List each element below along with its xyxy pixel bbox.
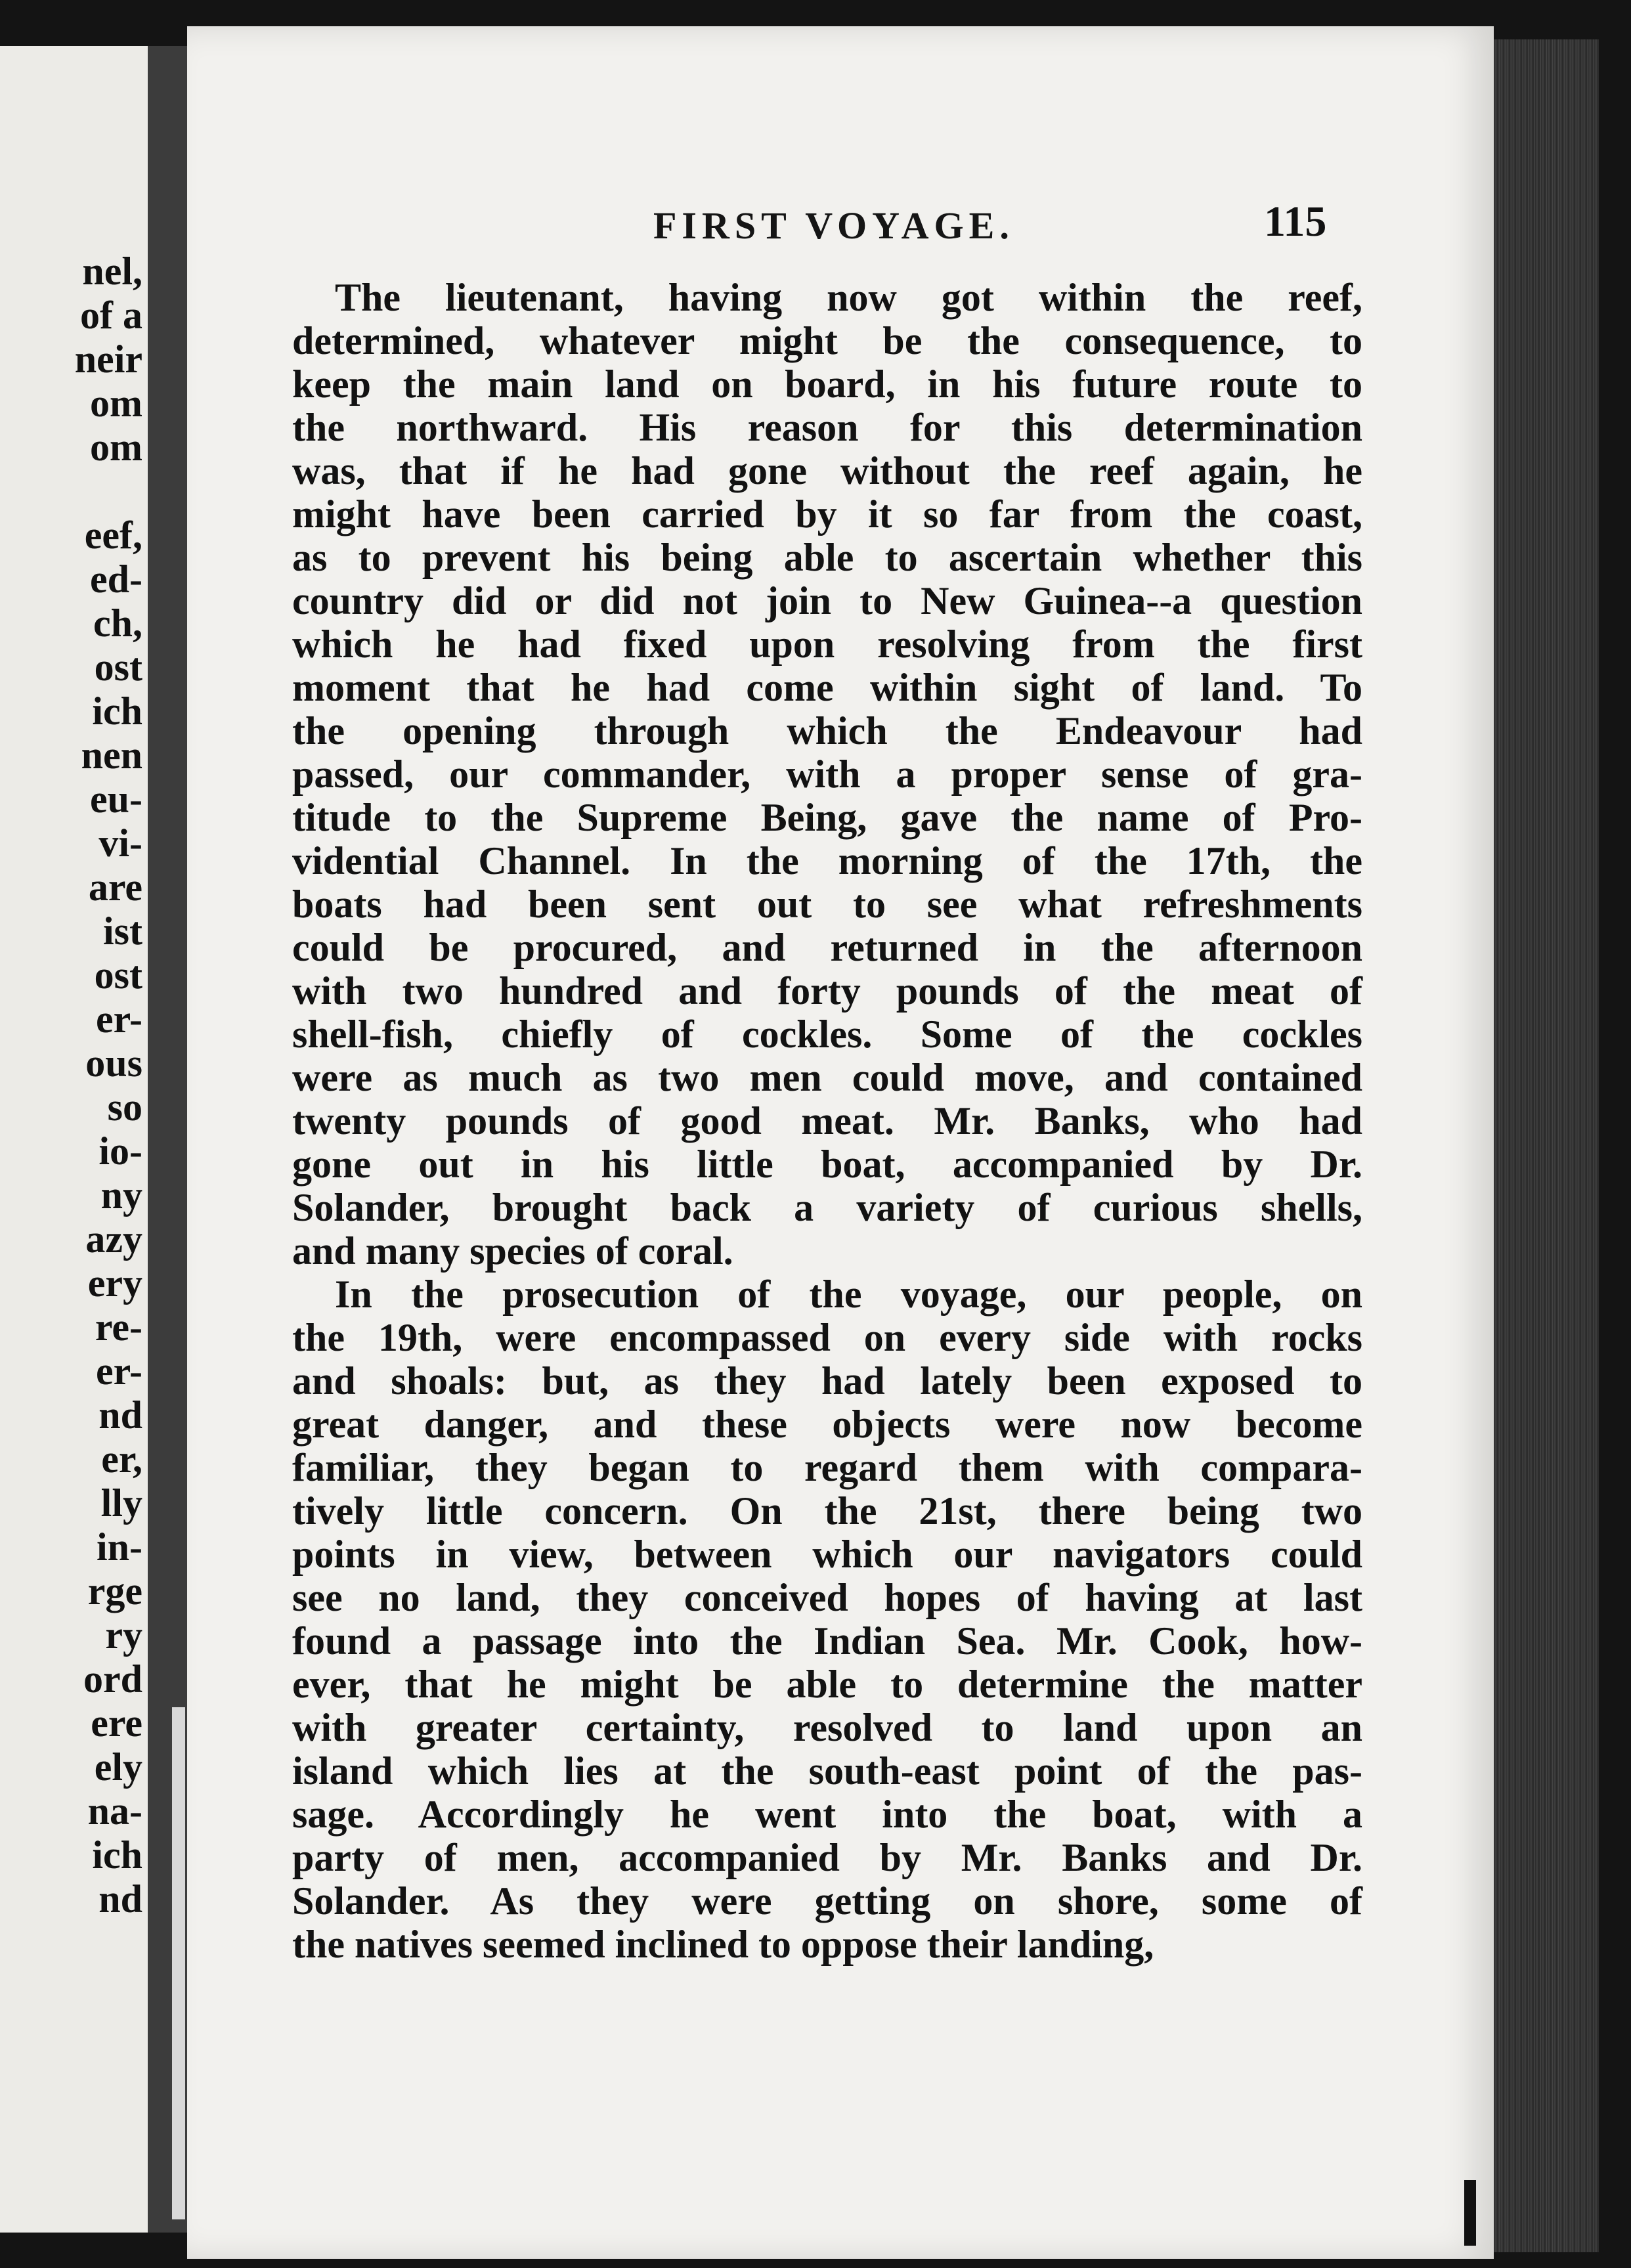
left-page-text-fragments — [0, 250, 148, 1921]
text-line: Solander. As they were getting on shore, some of — [292, 1879, 1362, 1923]
left-page-line — [0, 469, 148, 513]
text-line: vidential Channel. In the morning of the 17th, the — [292, 839, 1362, 883]
left-page-line: nd — [98, 1877, 142, 1921]
text-line: Solander, brought back a variety of curious shells, — [292, 1186, 1362, 1229]
text-line: the natives seemed inclined to oppose their landing, — [292, 1923, 1154, 1966]
left-page-line: io- — [98, 1129, 142, 1173]
text-line: twenty pounds of good meat. Mr. Banks, who had — [292, 1099, 1362, 1143]
page-header — [187, 197, 1494, 256]
left-page-line: are — [88, 865, 142, 909]
text-line: familiar, they began to regard them with compara- — [292, 1446, 1362, 1489]
text-line: country did or did not join to New Guinea--a question — [292, 579, 1362, 622]
text-line: was, that if he had gone without the reef again, he — [292, 449, 1362, 492]
left-page-line: in- — [96, 1525, 142, 1569]
text-line: determined, whatever might be the consequence, to — [292, 319, 1362, 362]
text-line: the opening through which the Endeavour had — [292, 709, 1362, 752]
running-head: FIRST VOYAGE. — [653, 204, 1014, 247]
text-line: sage. Accordingly he went into the boat, with a — [292, 1793, 1362, 1836]
text-line: could be procured, and returned in the afternoon — [292, 926, 1362, 969]
text-line: shell-fish, chiefly of cockles. Some of the cockles — [292, 1013, 1362, 1056]
text-line: gone out in his little boat, accompanied by Dr. — [292, 1143, 1362, 1186]
text-line: In the prosecution of the voyage, our people, on — [335, 1273, 1362, 1316]
text-line: island which lies at the south-east point of the pas- — [292, 1749, 1362, 1793]
text-line: passed, our commander, with a proper sense of gra- — [292, 752, 1362, 796]
left-page-line: om — [90, 382, 142, 425]
text-line: party of men, accompanied by Mr. Banks and Dr. — [292, 1836, 1362, 1879]
left-page-line: eef, — [84, 513, 142, 557]
text-line: the northward. His reason for this determination — [292, 406, 1362, 449]
text-line: ever, that he might be able to determine the matter — [292, 1663, 1362, 1706]
left-page-line: nel, — [82, 250, 142, 293]
page-edges — [1494, 39, 1599, 2252]
left-page-line: ich — [92, 689, 142, 733]
body-text — [292, 276, 1362, 1966]
left-page-line: ery — [87, 1261, 142, 1305]
text-line: with two hundred and forty pounds of the meat of — [292, 969, 1362, 1013]
left-page-line: er- — [95, 1349, 142, 1393]
text-line: keep the main land on board, in his future route to — [292, 362, 1362, 406]
text-line: points in view, between which our navigators could — [292, 1533, 1362, 1576]
left-page-line: er, — [101, 1437, 142, 1481]
left-page-line: neir — [74, 338, 142, 381]
text-line: and many species of coral. — [292, 1229, 733, 1273]
left-page-line: ere — [91, 1701, 142, 1745]
left-page-line: ich — [92, 1833, 142, 1877]
text-line: as to prevent his being able to ascertain whether this — [292, 536, 1362, 579]
left-page-fragment — [0, 46, 148, 2233]
left-page-line: na- — [87, 1789, 142, 1833]
left-page-line: ry — [105, 1613, 142, 1657]
gutter-paper-strip — [172, 1707, 185, 2219]
left-page-line: nd — [98, 1393, 142, 1437]
left-page-line: of a — [80, 294, 142, 337]
text-line: and shoals: but, as they had lately been exposed to — [292, 1359, 1362, 1403]
text-line: tively little concern. On the 21st, there being two — [292, 1489, 1362, 1533]
left-page-line: azy — [85, 1217, 142, 1261]
left-page-line: ost — [94, 645, 142, 689]
left-page-line: ely — [94, 1745, 142, 1789]
left-page-line: ch, — [93, 601, 142, 645]
left-page-line: ny — [100, 1173, 142, 1217]
left-page-line: ed- — [90, 557, 142, 601]
text-line: boats had been sent out to see what refreshments — [292, 883, 1362, 926]
text-line: moment that he had come within sight of land. To — [292, 666, 1362, 709]
left-page-line: so — [107, 1085, 142, 1129]
left-page-line: ist — [103, 909, 142, 953]
left-page-line: vi- — [98, 821, 142, 865]
text-line: great danger, and these objects were now become — [292, 1403, 1362, 1446]
text-line: The lieutenant, having now got within the reef, — [335, 276, 1362, 319]
text-line: were as much as two men could move, and contained — [292, 1056, 1362, 1099]
page-number: 115 — [1264, 198, 1327, 246]
text-line: see no land, they conceived hopes of having at last — [292, 1576, 1362, 1619]
text-line: with greater certainty, resolved to land upon an — [292, 1706, 1362, 1749]
left-page-line: ord — [83, 1657, 142, 1701]
left-page-line: rge — [87, 1569, 142, 1613]
left-page-line: nen — [81, 733, 142, 777]
page-corner-shadow — [1464, 2180, 1476, 2246]
left-page-line: eu- — [90, 777, 142, 821]
text-line: titude to the Supreme Being, gave the name of Pro- — [292, 796, 1362, 839]
text-line: found a passage into the Indian Sea. Mr. Cook, how- — [292, 1619, 1362, 1663]
left-page-line: ous — [85, 1041, 142, 1085]
left-page-line: om — [90, 425, 142, 469]
left-page-line: ost — [94, 953, 142, 997]
left-page-line: lly — [100, 1481, 142, 1525]
left-page-line: re- — [95, 1305, 142, 1349]
text-line: might have been carried by it so far from the coast, — [292, 492, 1362, 536]
text-line: which he had fixed upon resolving from the first — [292, 622, 1362, 666]
left-page-line: er- — [95, 997, 142, 1041]
text-line: the 19th, were encompassed on every side with rocks — [292, 1316, 1362, 1359]
